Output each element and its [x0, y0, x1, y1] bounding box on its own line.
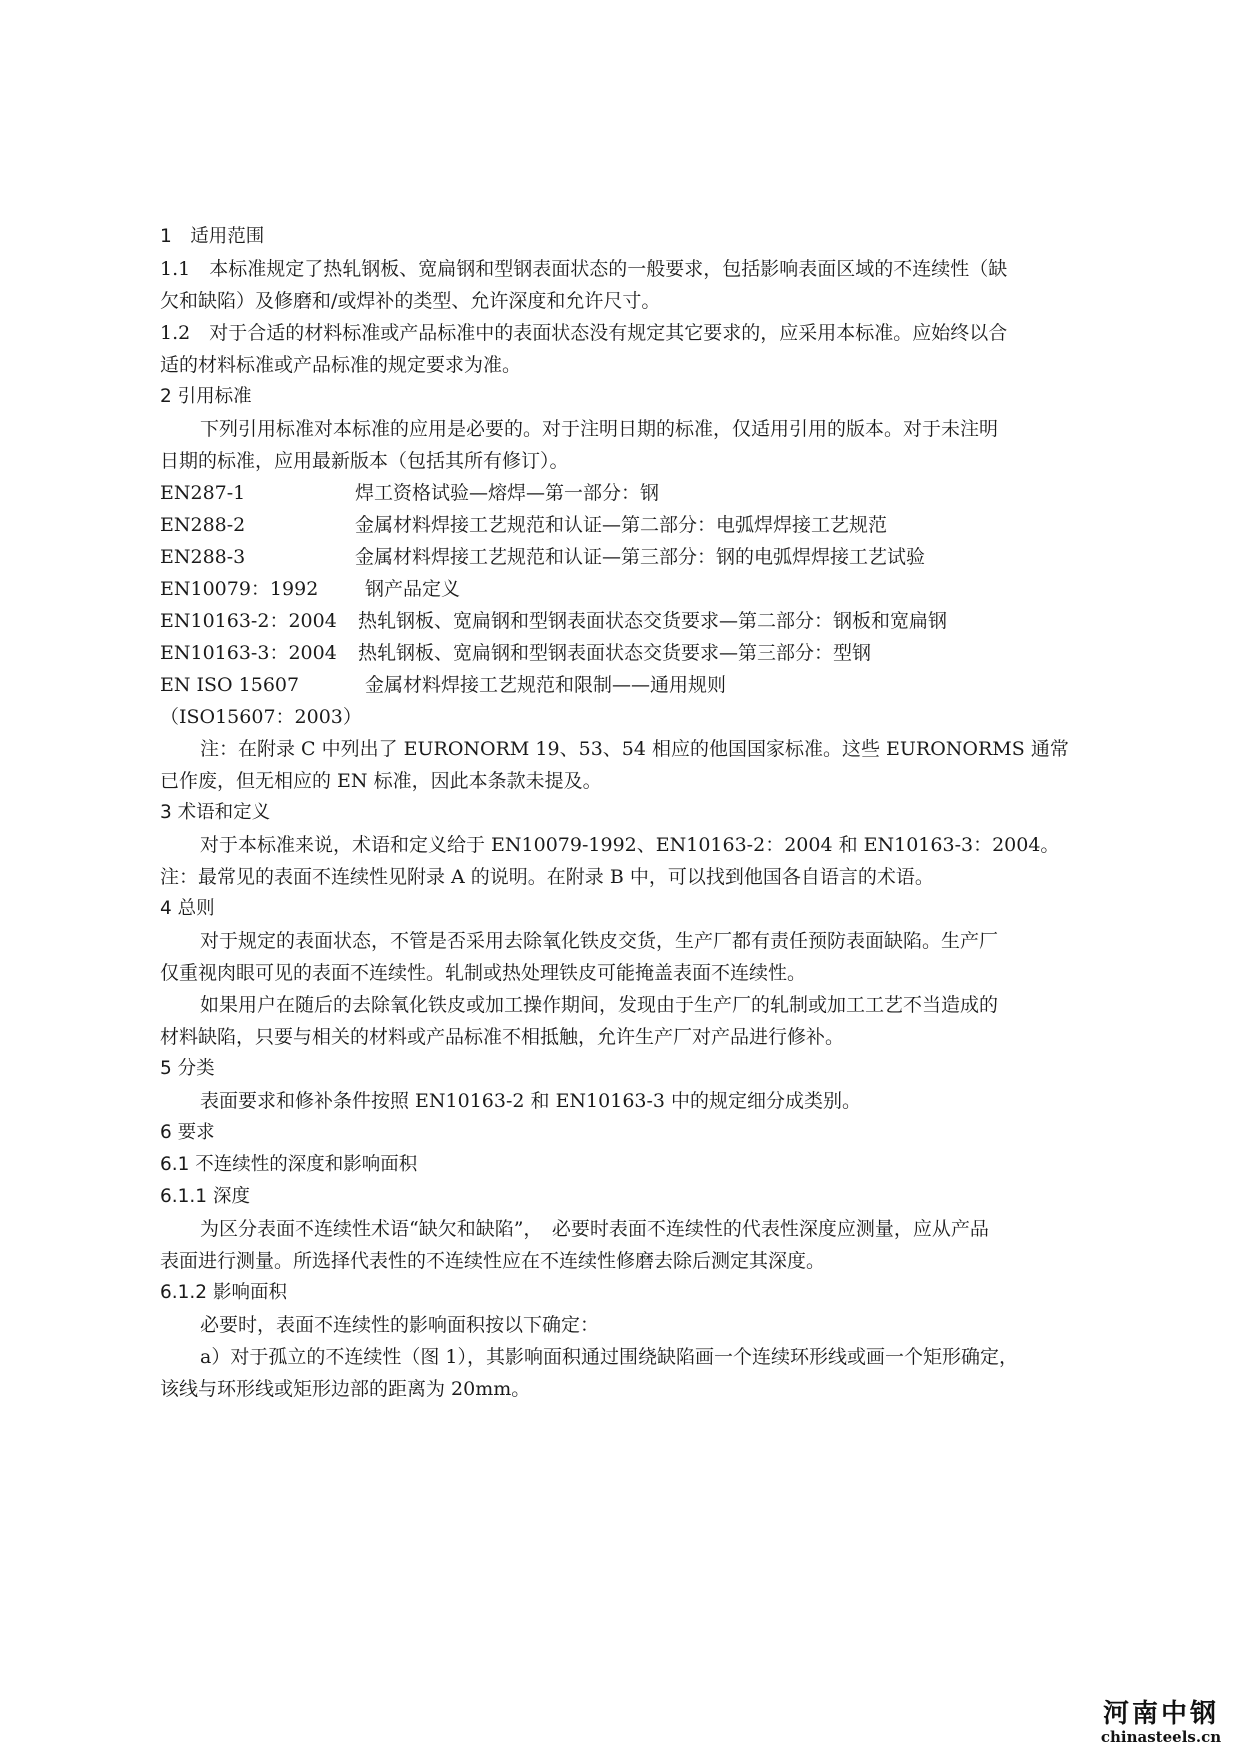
reference-title: 钢产品定义	[365, 578, 461, 600]
reference-row	[160, 606, 1120, 636]
section-6-heading: 6 要求	[160, 1122, 215, 1143]
reference-row	[160, 574, 1120, 604]
reference-row	[160, 670, 1120, 700]
logo-domain-text: chinasteels.cn	[1100, 1728, 1222, 1746]
section-2-intro-line-2: 日期的标准，应用最新版本（包括其所有修订）。	[160, 450, 569, 472]
reference-code: EN10163-3：2004	[160, 642, 337, 664]
section-6-1-1-line-1: 为区分表面不连续性术语“缺欠和缺陷”， 必要时表面不连续性的代表性深度应测量，应从产品	[200, 1218, 989, 1240]
section-4-p1-line-1: 对于规定的表面状态，不管是否采用去除氧化铁皮交货，生产厂都有责任预防表面缺陷。生产厂	[200, 930, 999, 952]
reference-title: 焊工资格试验—熔焊—第一部分：钢	[355, 482, 660, 504]
reference-code: EN10163-2：2004	[160, 610, 337, 632]
reference-code: EN10079：1992	[160, 578, 319, 600]
reference-row	[160, 510, 1120, 540]
item-a-line-1: a）对于孤立的不连续性（图 1），其影响面积通过围绕缺陷画一个连续环形线或画一个矩形确定，	[200, 1346, 1018, 1368]
section-2-note-line-2: 已作废，但无相应的 EN 标准，因此本条款未提及。	[160, 770, 602, 792]
section-1-heading: 1 适用范围	[160, 226, 265, 247]
reference-title: 金属材料焊接工艺规范和认证—第三部分：钢的电弧焊焊接工艺试验	[355, 546, 926, 568]
section-3-paragraph: 对于本标准来说，术语和定义给于 EN10079-1992、EN10163-2：2004 和 EN10163-3：2004。	[200, 834, 1060, 856]
reference-iso-note: （ISO15607：2003）	[160, 706, 362, 728]
section-6-1-2-heading: 6.1.2 影响面积	[160, 1282, 287, 1303]
reference-code: EN287-1	[160, 482, 246, 504]
reference-title: 金属材料焊接工艺规范和认证—第二部分：电弧焊焊接工艺规范	[355, 514, 888, 536]
clause-1-1-line-2: 欠和缺陷）及修磨和/或焊补的类型、允许深度和允许尺寸。	[160, 290, 661, 312]
section-4-heading: 4 总则	[160, 898, 215, 919]
section-4-p1-line-2: 仅重视肉眼可见的表面不连续性。轧制或热处理铁皮可能掩盖表面不连续性。	[160, 962, 807, 984]
section-6-1-2-paragraph: 必要时，表面不连续性的影响面积按以下确定：	[200, 1314, 600, 1336]
reference-row	[160, 542, 1120, 572]
reference-row	[160, 478, 1120, 508]
clause-1-1-line-1: 1.1 本标准规定了热轧钢板、宽扁钢和型钢表面状态的一般要求，包括影响表面区域的不连续性（缺	[160, 258, 1008, 280]
section-2-intro-line-1: 下列引用标准对本标准的应用是必要的。对于注明日期的标准，仅适用引用的版本。对于未注明	[200, 418, 999, 440]
reference-title: 热轧钢板、宽扁钢和型钢表面状态交货要求—第三部分：型钢	[358, 642, 872, 664]
reference-row	[160, 638, 1120, 668]
section-3-heading: 3 术语和定义	[160, 802, 271, 823]
reference-title: 热轧钢板、宽扁钢和型钢表面状态交货要求—第二部分：钢板和宽扁钢	[358, 610, 948, 632]
reference-code: EN288-3	[160, 546, 246, 568]
section-5-heading: 5 分类	[160, 1058, 215, 1079]
section-3-note: 注：最常见的表面不连续性见附录 A 的说明。在附录 B 中，可以找到他国各自语言的术语。	[160, 866, 934, 888]
section-4-p2-line-2: 材料缺陷，只要与相关的材料或产品标准不相抵触，允许生产厂对产品进行修补。	[160, 1026, 845, 1048]
reference-title: 金属材料焊接工艺规范和限制——通用规则	[365, 674, 727, 696]
clause-1-2-line-2: 适的材料标准或产品标准的规定要求为准。	[160, 354, 522, 376]
clause-1-2-line-1: 1.2 对于合适的材料标准或产品标准中的表面状态没有规定其它要求的，应采用本标准。应始终以合	[160, 322, 1008, 344]
section-4-p2-line-1: 如果用户在随后的去除氧化铁皮或加工操作期间，发现由于生产厂的轧制或加工工艺不当造成的	[200, 994, 999, 1016]
section-2-heading: 2 引用标准	[160, 386, 252, 407]
section-5-paragraph: 表面要求和修补条件按照 EN10163-2 和 EN10163-3 中的规定细分成类别。	[200, 1090, 862, 1112]
logo-chinese-text: 河南中钢	[1102, 1699, 1219, 1729]
watermark-logo	[1082, 1700, 1240, 1754]
reference-code: EN288-2	[160, 514, 246, 536]
reference-code: EN ISO 15607	[160, 674, 300, 696]
section-6-1-1-heading: 6.1.1 深度	[160, 1186, 250, 1207]
section-6-1-heading: 6.1 不连续性的深度和影响面积	[160, 1154, 418, 1175]
section-6-1-1-line-2: 表面进行测量。所选择代表性的不连续性应在不连续性修磨去除后测定其深度。	[160, 1250, 826, 1272]
section-2-note-line-1: 注：在附录 C 中列出了 EURONORM 19、53、54 相应的他国国家标准。这些 EURONORMS 通常	[200, 738, 1069, 760]
item-a-line-2: 该线与环形线或矩形边部的距离为 20mm。	[160, 1378, 531, 1400]
